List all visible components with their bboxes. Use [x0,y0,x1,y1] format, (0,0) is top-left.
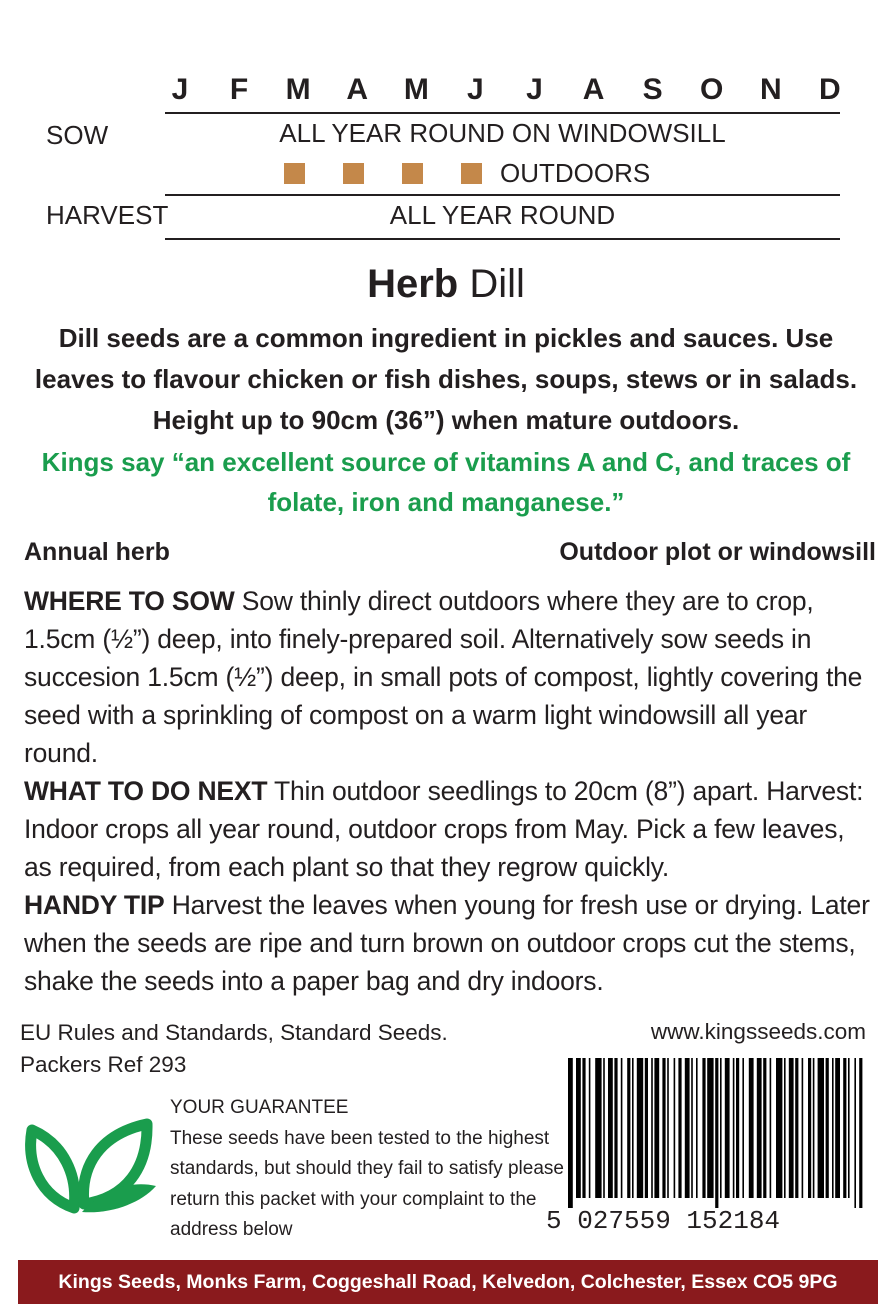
sow-outdoor-marker-may [402,163,423,184]
sow-outdoor-marker-june [461,163,482,184]
month-7: A [582,73,605,106]
sow-outdoor-marker-march [284,163,305,184]
month-header [160,72,850,108]
barcode-bar [589,1058,591,1198]
barcode-bar [795,1058,798,1198]
barcode-bar [608,1058,613,1198]
where-to-sow-heading: WHERE TO SOW [24,586,235,616]
month-5: J [467,73,484,106]
barcode-bar [763,1058,766,1198]
guarantee-block [170,1093,570,1246]
barcode-bar [667,1058,669,1198]
barcode-bar [707,1058,713,1198]
footer-address: Kings Seeds, Monks Farm, Coggeshall Road, Kelvedon, Colchester, Essex CO5 9PG [18,1260,878,1304]
what-to-do-next-heading: WHAT TO DO NEXT [24,776,268,806]
month-1: F [229,73,249,106]
month-10: N [759,73,782,106]
barcode-bar [859,1058,862,1208]
month-11: D [819,73,841,106]
barcode-bar [651,1058,653,1198]
month-8: S [642,73,663,106]
calendar-rule-bottom [165,238,840,240]
plant-type: Annual herb [24,538,170,566]
barcode [568,1058,864,1208]
handy-tip-text: Harvest the leaves when young for fresh use or drying. Later when the seeds are ripe and turn brown on outdoor crops cut the stems, shake the seeds into a paper bag and dry indoors. [24,890,870,996]
sow-windowsill-text: ALL YEAR ROUND ON WINDOWSILL [279,118,726,148]
kings-say-quote: Kings say “an excellent source of vitamins A and C, and traces of folate, iron and manganese.” [41,447,851,517]
product-title-category: Herb [367,262,459,306]
barcode-bar [776,1058,782,1198]
barcode-bar [685,1058,690,1198]
barcode-bar [770,1058,772,1198]
where-to-sow-paragraph [24,582,874,772]
barcode-bar [848,1058,850,1198]
month-6: J [526,73,543,106]
barcode-bar [757,1058,762,1198]
barcode-bar [674,1058,676,1198]
barcode-bar [789,1058,794,1198]
barcode-bar [654,1058,659,1198]
barcode-bar [645,1058,648,1198]
barcode-bar [813,1058,815,1198]
product-title-name: Dill [458,262,525,306]
barcode-bar [582,1058,585,1198]
barcode-bar [595,1058,601,1198]
month-4: M [403,73,429,106]
barcode-bar [702,1058,705,1198]
barcode-bar [603,1058,605,1198]
sow-outdoor-marker-april [343,163,364,184]
barcode-bar [854,1058,856,1208]
handy-tip-heading: HANDY TIP [24,890,165,920]
kings-leaf-logo-icon [22,1108,162,1218]
barcode-bar [715,1058,718,1208]
product-description: Dill seeds are a common ingredient in pickles and sauces. Use leaves to flavour chicken or fish dishes, soups, stews or in salads. Height up to 90cm (36”) when mature outdoors. [34,323,858,435]
product-title [0,258,892,310]
barcode-bar [627,1058,630,1198]
harvest-text: ALL YEAR ROUND [389,200,616,230]
barcode-bar [696,1058,698,1198]
barcode-bar [736,1058,739,1198]
barcode-bar [637,1058,643,1198]
packers-ref: Packers Ref 293 [20,1052,187,1077]
harvest-label: HARVEST [46,200,169,230]
sow-label: SOW [46,120,109,150]
plant-location: Outdoor plot or windowsill [559,538,876,566]
eu-standards-line: EU Rules and Standards, Standard Seeds. [20,1020,448,1045]
what-to-do-next-paragraph [24,772,874,886]
barcode-bar [843,1058,846,1198]
month-2: M [285,73,311,106]
barcode-bar [742,1058,744,1198]
website-link[interactable]: www.kingsseeds.com [650,1019,866,1044]
instructions [24,582,874,1000]
barcode-bar [632,1058,634,1198]
barcode-number: 5 027559 152184 [546,1206,781,1236]
barcode-bar [835,1058,840,1198]
barcode-bar [826,1058,829,1198]
eu-standards [20,1017,540,1081]
barcode-bar [818,1058,824,1198]
calendar-rule-top [165,112,840,114]
sow-outdoors-text: OUTDOORS [500,158,651,188]
barcode-bar [576,1058,581,1198]
barcode-bar [568,1058,573,1208]
handy-tip-paragraph [24,886,874,1000]
barcode-bar [720,1058,722,1198]
calendar-rule-middle [165,194,840,196]
barcode-bar [749,1058,754,1198]
barcode-bar [808,1058,811,1198]
month-0: J [171,73,189,106]
month-9: O [700,73,724,106]
month-3: A [346,73,369,106]
guarantee-text: These seeds have been tested to the highest standards, but should they fail to satisfy please return this packet with your complaint to the address below [170,1127,564,1240]
guarantee-heading: YOUR GUARANTEE [170,1097,349,1118]
barcode-bar [614,1058,617,1198]
barcode-bar [691,1058,693,1198]
barcode-bar [678,1058,681,1198]
barcode-bar [621,1058,623,1198]
barcode-bar [662,1058,665,1198]
barcode-bar [733,1058,735,1198]
barcode-bar [832,1058,834,1198]
barcode-bar [802,1058,804,1198]
barcode-bar [725,1058,730,1198]
barcode-bar [784,1058,786,1198]
what-to-do-next-text: Thin outdoor seedlings to 20cm (8”) apart. Harvest: Indoor crops all year round, outdoor crops from May. Pick a few leaves, as required, from each plant so that they regrow quickly. [24,776,864,882]
where-to-sow-text: Sow thinly direct outdoors where they are to crop, 1.5cm (½”) deep, into finely-prepared soil. Alternatively sow seeds in succesion 1.5cm (½”) deep, in small pots of compost, lightly covering the seed with a sprinkling of compost on a warm light windowsill all year round. [24,586,863,768]
